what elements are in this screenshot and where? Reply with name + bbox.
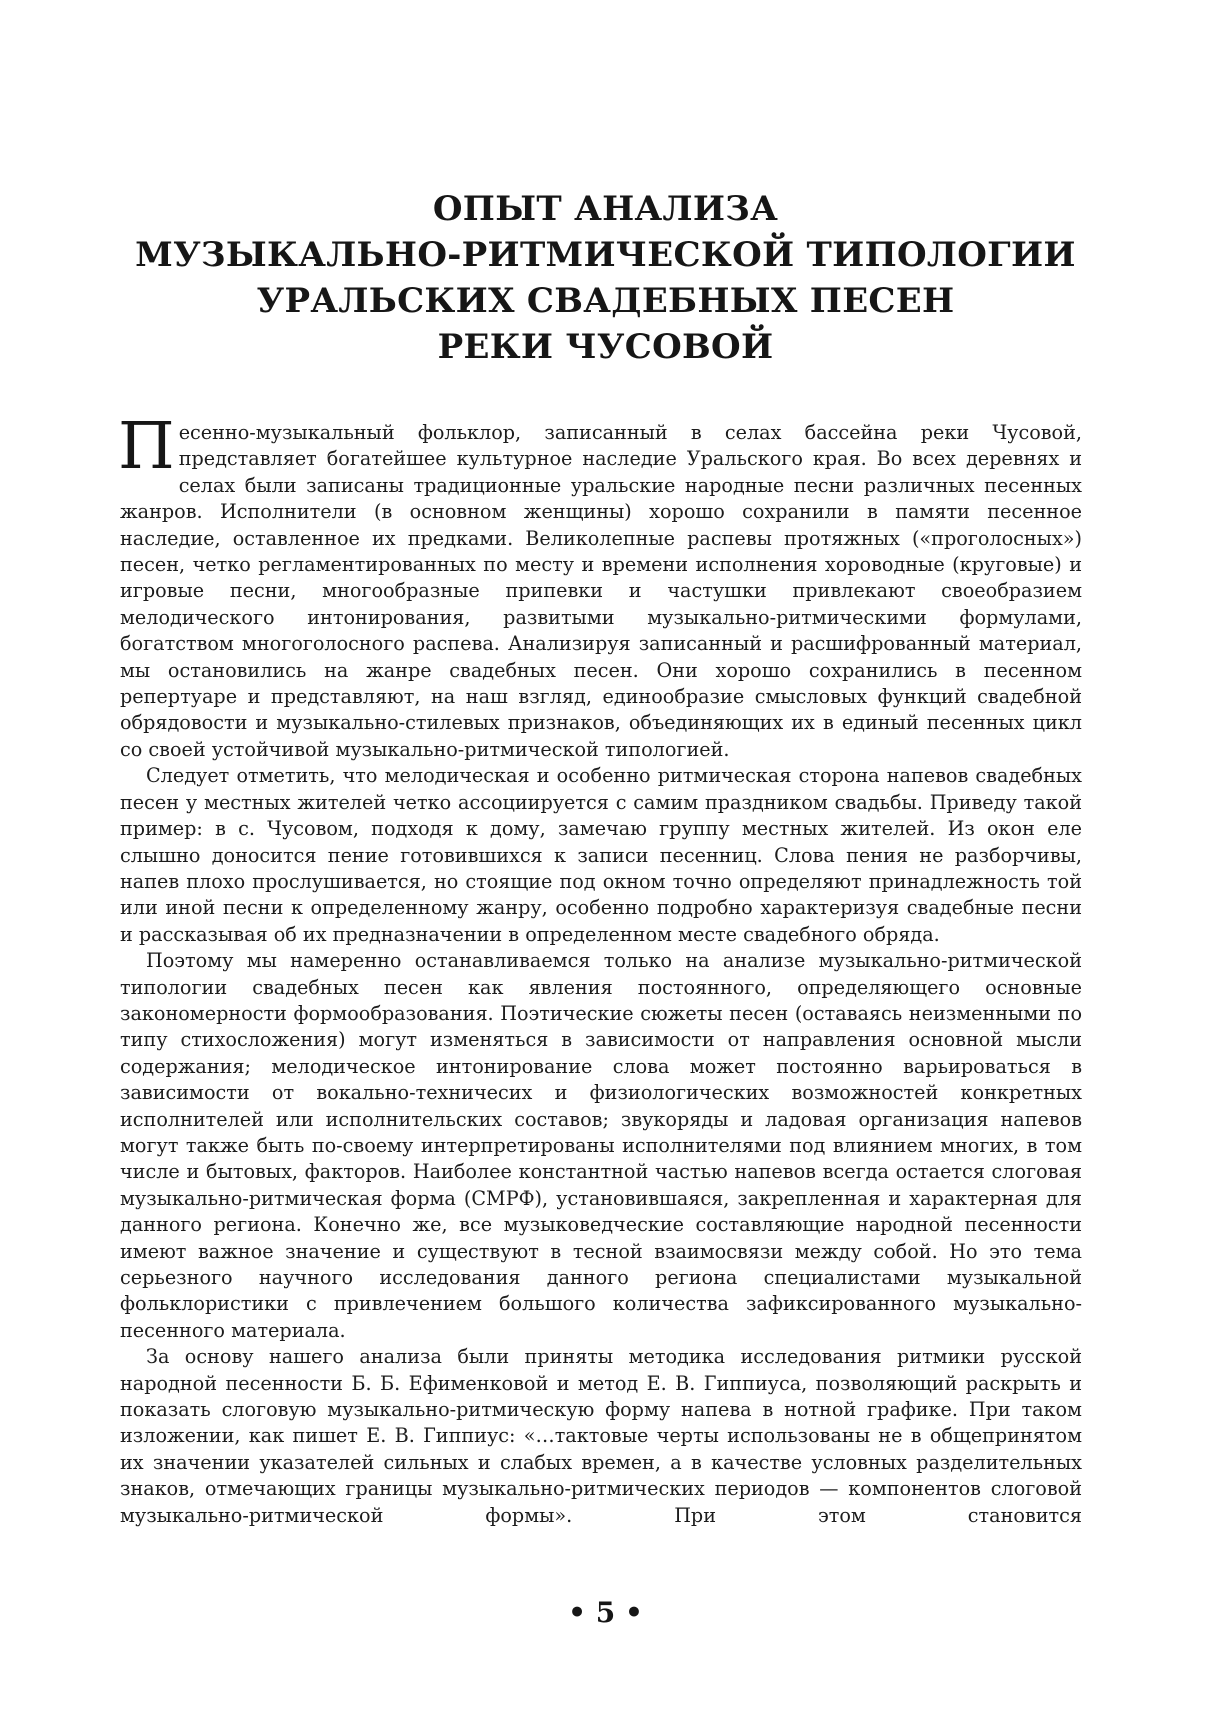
article-body — [118, 409, 1082, 1529]
title-line: УРАЛЬСКИХ СВАДЕБНЫХ ПЕСЕН — [256, 281, 955, 321]
title-line: МУЗЫКАЛЬНО-РИТМИЧЕСКОЙ ТИПОЛОГИИ — [135, 235, 1076, 275]
paragraph: За основу нашего анализа были приняты методика исследования ритмики русской народной песенности Б. Б. Ефименковой и метод Е. В. Гиппиуса, позволяющий раскрыть и показать слоговую музыкально-ритмическую форму напева в нотной графике. При таком изложении, как пишет Е. В. Гиппиус: «…тактовые черты использованы не в общепринятом их значении указателей сильных и слабых времен, а в качестве условных разделительных знаков, отмечающих границы музыкально-ритмических периодов — компонентов слоговой музыкально-ритмической формы». При этом становится — [120, 1345, 1082, 1527]
title-line: РЕКИ ЧУСОВОЙ — [437, 327, 774, 367]
paragraph: Поэтому мы намеренно останавливаемся только на анализе музыкально-ритмической типологии свадебных песен как явления постоянного, определяющего основные закономерности формообразования. Поэтические сюжеты песен (оставаясь неизменными по типу стихосложения) могут изменяться в зависимости от направления основной мысли содержания; мелодическое интонирование слова может постоянно варьироваться в зависимости от вокально-техничесих и физиологических возможностей конкретных исполнителей или исполнительских составов; звукоряды и ладовая организация напевов могут также быть по-своему интерпретированы исполнителями под влиянием многих, в том числе и бытовых, факторов. Наиболее константной частью напевов всегда остается слоговая музыкально-ритмическая форма (СМРФ), установившаяся, закрепленная и характерная для данного региона. Конечно же, все музыковедческие составляющие народной песенности имеют важное значение и существуют в тесной взаимосвязи между собой. Но это тема серьезного научного исследования данного региона специалистами музыкальной фольклористики с привлечением большого количества зафиксированного музыкально-песенного материала. — [120, 949, 1082, 1342]
paragraph — [118, 409, 1082, 763]
drop-cap: П — [118, 409, 175, 484]
page-number: • 5 • — [568, 1596, 643, 1629]
article-title — [120, 186, 1091, 370]
paragraph: Следует отметить, что мелодическая и особенно ритмическая сторона напевов свадебных песен у местных жителей четко ассоциируется с самим праздником свадьбы. Приведу такой пример: в с. Чусовом, подходя к дому, замечаю группу местных жителей. Из окон еле слышно доносится пение готовившихся к записи песенниц. Слова пения не разборчивы, напев плохо прослушивается, но стоящие под окном точно определяют принадлежность той или иной песни к определенному жанру, особенно подробно характеризуя свадебные песни и рассказывая об их предназначении в определенном месте свадебного обряда. — [120, 764, 1082, 946]
paragraph-text: есенно-музыкальный фольклор, записанный в селах бассейна реки Чусовой, представляет богатейшее культурное наследие Уральского края. Во всех деревнях и селах были записаны традиционные уральские народные песни различных песенных жанров. Исполнители (в основном женщины) хорошо сохранили в памяти песенное наследие, оставленное их предками. Великолепные распевы протяжных («проголосных») песен, четко регламентированных по месту и времени исполнения хороводные (круговые) и игровые песни, многообразные припевки и частушки привлекают своеобразием мелодического интонирования, развитыми музыкально-ритмическими формулами, богатством многоголосного распева. Анализируя записанный и расшифрованный материал, мы остановились на жанре свадебных песен. Они хорошо сохранились в песенном репертуаре и представляют, на наш взгляд, единообразие смысловых функций свадебной обрядовости и музыкально-стилевых признаков, объединяющих их в единый песенных цикл со своей устойчивой музыкально-ритмической типологией. — [120, 421, 1082, 761]
title-line: ОПЫТ АНАЛИЗА — [432, 189, 779, 229]
